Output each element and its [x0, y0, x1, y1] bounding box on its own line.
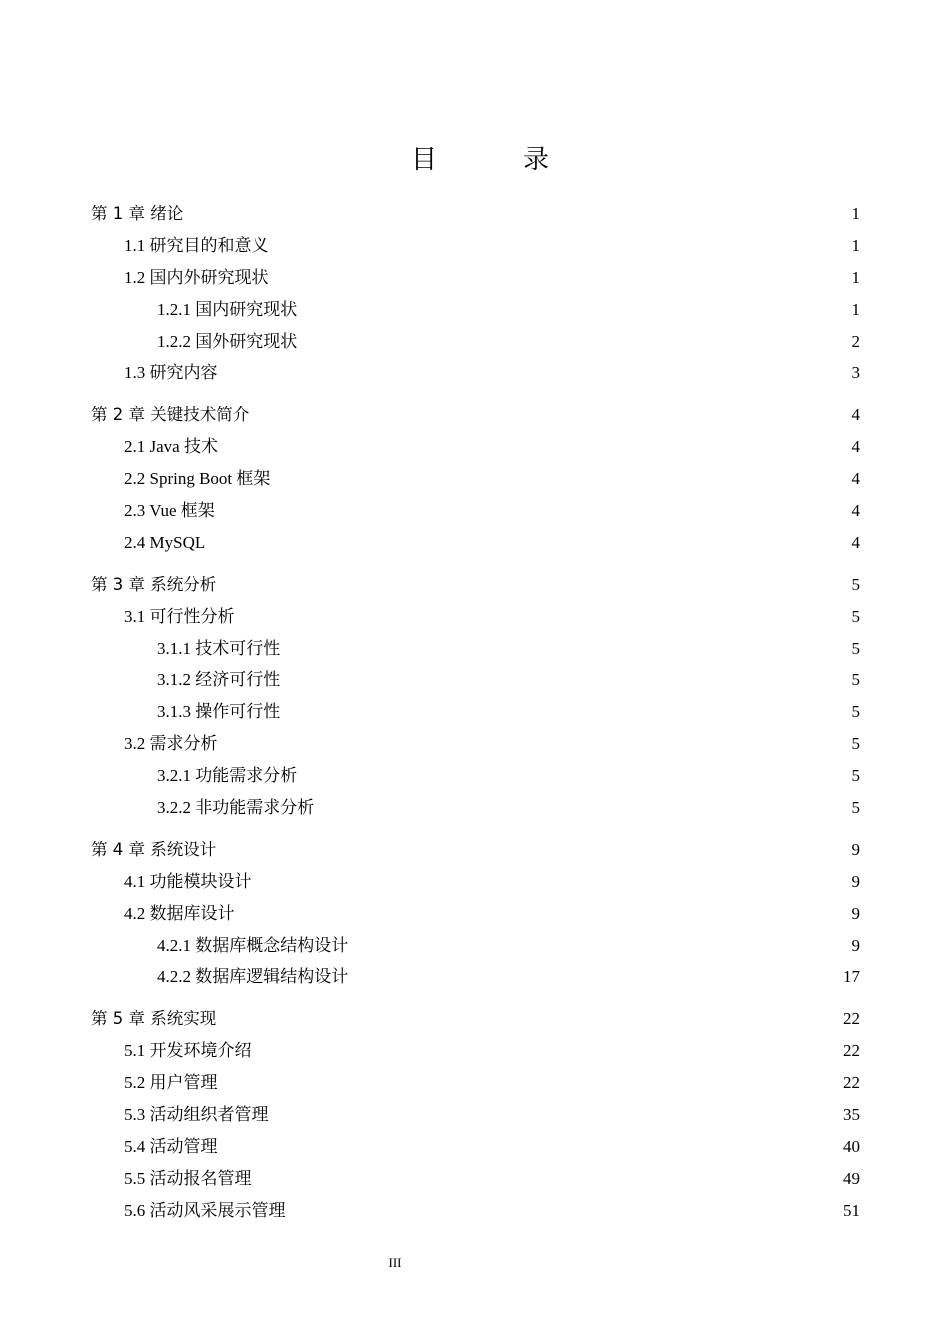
- toc-entry-label: 1.2 国内外研究现状: [124, 267, 269, 287]
- toc-dot-leader: [219, 447, 851, 448]
- toc-entry-label: 第 2 章 关键技术简介: [91, 405, 250, 425]
- toc-entry-page: 1: [851, 235, 860, 255]
- toc-section-entry[interactable]: [91, 760, 860, 792]
- toc-dot-leader: [219, 1146, 843, 1147]
- toc-entry-label: 5.2 用户管理: [124, 1073, 218, 1093]
- toc-section-entry[interactable]: [91, 357, 860, 389]
- toc-entry-page: 9: [851, 871, 860, 891]
- toc-entry-page: 9: [851, 903, 860, 923]
- toc-chapter-entry[interactable]: [91, 834, 860, 866]
- toc-chapter-entry[interactable]: [91, 198, 860, 230]
- toc-section-entry[interactable]: [91, 1195, 860, 1227]
- toc-dot-leader: [281, 680, 850, 681]
- toc-dot-leader: [219, 373, 851, 374]
- toc-entry-page: 4: [851, 532, 860, 552]
- toc-entry-page: 1: [851, 204, 860, 223]
- toc-entry-label: 3.2.2 非功能需求分析: [157, 798, 315, 818]
- toc-section-entry[interactable]: [91, 728, 860, 760]
- toc-section-entry[interactable]: [91, 898, 860, 930]
- toc-section-entry[interactable]: [91, 1163, 860, 1195]
- toc-section-entry[interactable]: [91, 866, 860, 898]
- toc-entry-label: 1.1 研究目的和意义: [124, 235, 269, 255]
- toc-entry-label: 2.3 Vue 框架: [124, 501, 215, 521]
- toc-dot-leader: [236, 616, 851, 617]
- toc-entry-page: 2: [851, 331, 860, 351]
- page-number: III: [388, 1255, 402, 1270]
- toc-entry-label: 5.6 活动风采展示管理: [124, 1200, 286, 1220]
- toc-entry-label: 第 5 章 系统实现: [91, 1009, 217, 1029]
- toc-dot-leader: [270, 277, 851, 278]
- toc-entry-page: 22: [843, 1073, 860, 1093]
- toc-entry-label: 3.2.1 功能需求分析: [157, 766, 298, 786]
- toc-entry-label: 第 1 章 绪论: [91, 204, 184, 223]
- toc-entry-page: 1: [851, 267, 860, 287]
- toc-dot-leader: [253, 881, 851, 882]
- toc-entry-label: 4.2.1 数据库概念结构设计: [157, 935, 349, 955]
- toc-entry-label: 5.5 活动报名管理: [124, 1168, 252, 1188]
- toc-section-entry[interactable]: [91, 230, 860, 262]
- toc-section-entry[interactable]: [91, 495, 860, 527]
- toc-entry-page: 40: [843, 1136, 860, 1156]
- toc-dot-leader: [184, 213, 850, 214]
- toc-entry-page: 4: [851, 405, 860, 425]
- toc-section-entry[interactable]: [91, 431, 860, 463]
- toc-entry-label: 3.1 可行性分析: [124, 606, 235, 626]
- toc-dot-leader: [270, 1114, 843, 1115]
- toc-entry-page: 9: [851, 839, 860, 859]
- toc-entry-label: 5.4 活动管理: [124, 1136, 218, 1156]
- toc-entry-label: 3.1.2 经济可行性: [157, 670, 281, 690]
- toc-section-entry[interactable]: [91, 792, 860, 824]
- toc-entry-page: 35: [843, 1105, 860, 1125]
- toc-dot-leader: [206, 542, 850, 543]
- toc-entry-page: 49: [843, 1168, 860, 1188]
- toc-dot-leader: [271, 479, 850, 480]
- toc-entry-page: 5: [851, 798, 860, 818]
- toc-dot-leader: [298, 309, 850, 310]
- toc-dot-leader: [281, 712, 850, 713]
- toc-entry-page: 9: [851, 935, 860, 955]
- toc-section-entry[interactable]: [91, 633, 860, 665]
- toc-section-entry[interactable]: [91, 696, 860, 728]
- toc-entry-page: 5: [851, 702, 860, 722]
- toc-dot-leader: [281, 648, 850, 649]
- toc-section-entry[interactable]: [91, 262, 860, 294]
- toc-entry-page: 22: [843, 1009, 860, 1029]
- toc-entry-label: 1.2.1 国内研究现状: [157, 299, 298, 319]
- toc-entry-label: 2.1 Java 技术: [124, 437, 218, 457]
- toc-dot-leader: [217, 1019, 842, 1020]
- toc-dot-leader: [315, 807, 850, 808]
- toc-entry-label: 5.3 活动组织者管理: [124, 1105, 269, 1125]
- toc-chapter-entry[interactable]: [91, 399, 860, 431]
- toc-entry-label: 1.2.2 国外研究现状: [157, 331, 298, 351]
- toc-entry-label: 4.1 功能模块设计: [124, 871, 252, 891]
- toc-dot-leader: [270, 245, 851, 246]
- toc-section-entry[interactable]: [91, 463, 860, 495]
- toc-entry-page: 4: [851, 437, 860, 457]
- toc-dot-leader: [250, 415, 850, 416]
- toc-section-entry[interactable]: [91, 1067, 860, 1099]
- toc-entry-page: 51: [843, 1200, 860, 1220]
- toc-section-entry[interactable]: [91, 961, 860, 993]
- table-of-contents: [91, 198, 860, 1227]
- toc-section-entry[interactable]: [91, 1131, 860, 1163]
- toc-chapter-entry[interactable]: [91, 1003, 860, 1035]
- toc-entry-label: 2.4 MySQL: [124, 532, 206, 552]
- toc-dot-leader: [253, 1178, 843, 1179]
- toc-section-entry[interactable]: [91, 1099, 860, 1131]
- toc-dot-leader: [253, 1051, 843, 1052]
- toc-entry-page: 1: [851, 299, 860, 319]
- toc-section-entry[interactable]: [91, 664, 860, 696]
- toc-dot-leader: [349, 977, 842, 978]
- toc-entry-page: 5: [851, 606, 860, 626]
- toc-entry-label: 4.2.2 数据库逻辑结构设计: [157, 967, 349, 987]
- toc-entry-label: 3.1.1 技术可行性: [157, 638, 281, 658]
- toc-dot-leader: [298, 776, 850, 777]
- toc-dot-leader: [219, 1083, 843, 1084]
- toc-entry-page: 4: [851, 501, 860, 521]
- toc-section-entry[interactable]: [91, 527, 860, 559]
- toc-section-entry[interactable]: [91, 1035, 860, 1067]
- toc-entry-page: 5: [851, 670, 860, 690]
- toc-dot-leader: [236, 913, 851, 914]
- toc-section-entry[interactable]: [91, 294, 860, 326]
- page-title: 目 录: [410, 145, 579, 175]
- toc-entry-label: 2.2 Spring Boot 框架: [124, 469, 271, 489]
- toc-entry-page: 17: [843, 967, 860, 987]
- toc-dot-leader: [217, 584, 850, 585]
- toc-dot-leader: [287, 1210, 843, 1211]
- toc-dot-leader: [349, 945, 850, 946]
- toc-entry-label: 5.1 开发环境介绍: [124, 1041, 252, 1061]
- toc-entry-page: 3: [851, 363, 860, 383]
- toc-entry-page: 5: [851, 734, 860, 754]
- toc-entry-page: 5: [851, 574, 860, 594]
- toc-dot-leader: [298, 341, 850, 342]
- toc-entry-page: 5: [851, 638, 860, 658]
- toc-chapter-entry[interactable]: [91, 569, 860, 601]
- toc-section-entry[interactable]: [91, 601, 860, 633]
- toc-dot-leader: [217, 849, 850, 850]
- toc-entry-page: 4: [851, 469, 860, 489]
- toc-entry-label: 1.3 研究内容: [124, 363, 218, 383]
- toc-dot-leader: [216, 510, 851, 511]
- toc-entry-page: 22: [843, 1041, 860, 1061]
- toc-entry-label: 4.2 数据库设计: [124, 903, 235, 923]
- toc-entry-label: 第 3 章 系统分析: [91, 574, 217, 594]
- toc-entry-label: 3.1.3 操作可行性: [157, 702, 281, 722]
- toc-section-entry[interactable]: [91, 930, 860, 962]
- toc-dot-leader: [219, 744, 851, 745]
- toc-entry-label: 3.2 需求分析: [124, 734, 218, 754]
- toc-section-entry[interactable]: [91, 326, 860, 358]
- toc-entry-page: 5: [851, 766, 860, 786]
- toc-entry-label: 第 4 章 系统设计: [91, 839, 217, 859]
